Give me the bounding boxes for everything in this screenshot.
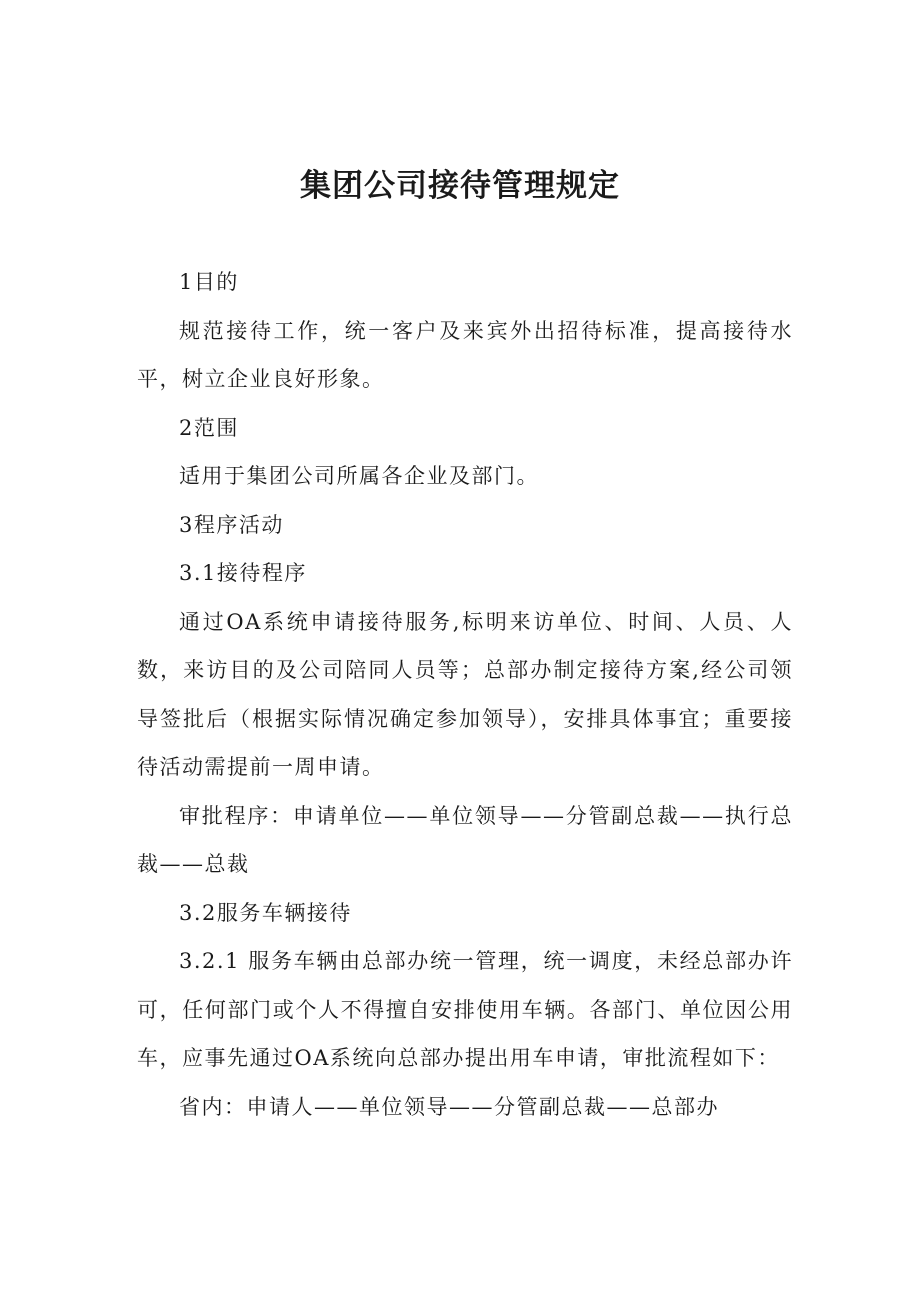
subsection-heading-vehicles: 3.2服务车辆接待: [179, 900, 352, 925]
paragraph-approval-procedure: 审批程序：申请单位——单位领导——分管副总裁——执行总裁——总裁: [137, 803, 793, 876]
paragraph-reception-procedure: 通过OA系统申请接待服务,标明来访单位、时间、人员、人数，来访目的及公司陪同人员等；总部办制定接待方案,经公司领导签批后（根据实际情况确定参加领导），安排具体事宜；重要接待活动需提前一周申请。: [137, 609, 793, 779]
paragraph-scope: 适用于集团公司所属各企业及部门。: [179, 464, 539, 488]
document-body: [137, 258, 793, 1131]
document-title: 集团公司接待管理规定: [300, 168, 620, 204]
section-heading-scope: 2范围: [179, 415, 239, 440]
section-heading-purpose: 1目的: [179, 270, 239, 294]
paragraph-in-province-flow: 省内：申请人——单位领导——分管副总裁——总部办: [179, 1094, 719, 1119]
paragraph-purpose: 规范接待工作，统一客户及来宾外出招待标准，提高接待水平，树立企业良好形象。: [137, 318, 793, 391]
paragraph-vehicle-management: 3.2.1 服务车辆由总部办统一管理，统一调度，未经总部办许可，任何部门或个人不得擅自安排使用车辆。各部门、单位因公用车，应事先通过OA系统向总部办提出用车申请，审批流程如下：: [137, 949, 793, 1070]
section-heading-procedure: 3程序活动: [179, 512, 284, 537]
subsection-heading-reception: 3.1接待程序: [179, 561, 307, 585]
